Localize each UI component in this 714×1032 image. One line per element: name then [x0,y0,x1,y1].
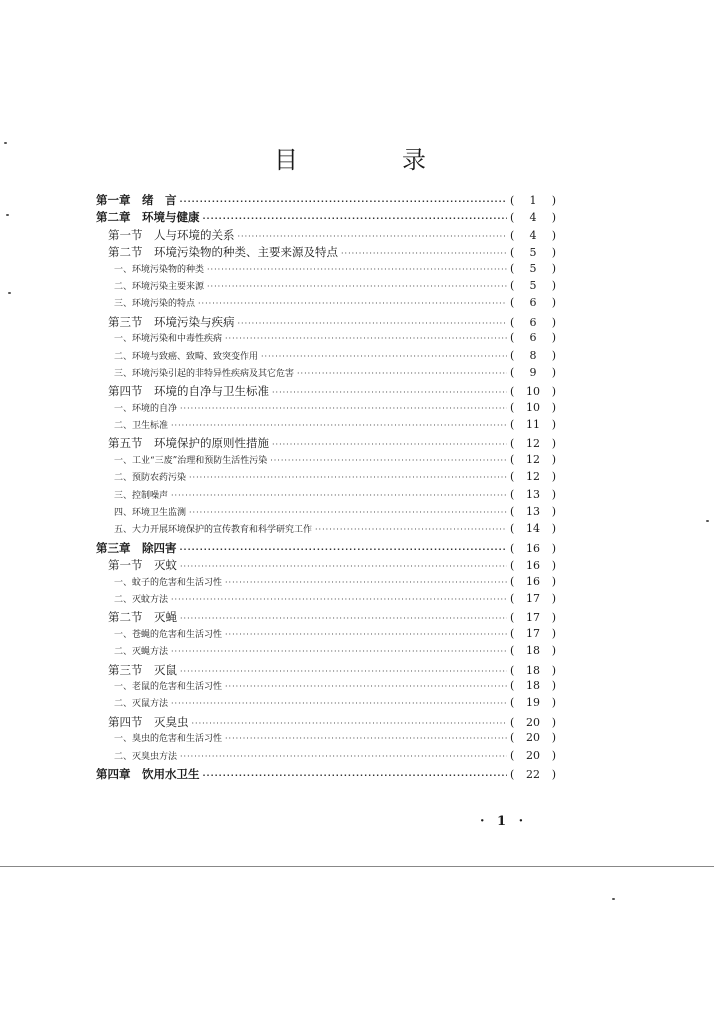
toc-entry-chapter [96,766,556,783]
toc-entry-label: 五、大力开展环境保护的宣传教育和科学研究工作 [114,525,313,536]
toc-page-number: 13 [526,505,540,519]
toc-entry-label: 一、工业“三废”治理和预防生活性污染 [114,455,268,466]
dot-leader [180,752,507,761]
toc-page-number: 14 [526,522,540,536]
right-paren: ) [551,278,556,292]
right-paren: ) [551,400,556,414]
toc-page-number: 4 [529,211,537,225]
left-paren: ( [510,574,515,588]
toc-entry-item [96,575,556,592]
toc-entry-label: 一、蚊子的危害和生活习性 [114,577,223,588]
toc-entry-label: 第一节 人与环境的关系 [108,227,235,242]
right-paren: ) [551,487,556,501]
right-paren: ) [551,385,556,399]
toc-page-number: 12 [526,437,540,451]
toc-entry-section [96,714,556,731]
right-paren: ) [551,731,556,745]
right-paren: ) [551,663,556,677]
dot-leader [180,404,507,413]
dot-leader [203,214,508,223]
right-paren: ) [551,418,556,432]
toc-page-reference [510,664,556,677]
toc-page-reference [510,627,556,640]
toc-page-number: 16 [526,574,540,588]
toc-entry-label: 第三章 除四害 [96,540,177,555]
right-paren: ) [551,522,556,536]
toc-page-number: 18 [526,644,540,658]
left-paren: ( [510,644,515,658]
dot-leader [225,334,507,343]
toc-page-reference [510,575,556,588]
right-paren: ) [551,315,556,329]
scan-edge-line [0,866,714,867]
left-paren: ( [510,452,515,466]
left-paren: ( [510,385,515,399]
toc-page-number: 17 [526,611,540,625]
left-paren: ( [510,522,515,536]
left-paren: ( [510,487,515,501]
toc-entry-label: 一、苍蝇的危害和生活习性 [114,629,223,640]
toc-entry-label: 第二节 灭蝇 [108,610,177,625]
toc-entry-label: 二、环境与致癌、致畸、致突变作用 [114,351,259,362]
scan-speck [612,898,615,900]
left-paren: ( [510,626,515,640]
toc-page-reference [510,716,556,729]
right-paren: ) [551,626,556,640]
toc-entry-item [96,696,556,713]
dot-leader [203,771,508,780]
right-paren: ) [551,261,556,275]
toc-page-number: 10 [526,400,540,414]
toc-entry-label: 二、灭臭虫方法 [114,751,178,762]
toc-entry-item [96,592,556,609]
toc-page-number: 9 [529,365,537,379]
left-paren: ( [510,211,515,225]
toc-page-number: 16 [526,559,540,573]
toc-page-reference [510,731,556,744]
toc-page-reference [510,229,556,242]
dot-leader [171,595,507,604]
dot-leader [272,440,507,449]
left-paren: ( [510,418,515,432]
toc-entry-label: 一、臭虫的危害和生活习性 [114,734,223,745]
toc-entry-label: 一、环境的自净 [114,403,178,414]
toc-entry-item [96,296,556,313]
right-paren: ) [551,678,556,692]
toc-entry-item [96,627,556,644]
toc-entry-section [96,314,556,331]
right-paren: ) [551,452,556,466]
dot-leader [171,647,507,656]
toc-entry-item [96,488,556,505]
dot-leader [198,299,507,308]
dot-leader [171,421,507,430]
toc-entry-label: 第三节 灭鼠 [108,662,177,677]
dot-leader [225,734,507,743]
right-paren: ) [551,194,556,207]
toc-page-reference [510,437,556,450]
toc-page-reference [510,611,556,624]
left-paren: ( [510,365,515,379]
toc-entry-label: 第二节 环境污染物的种类、主要来源及特点 [108,245,338,260]
right-paren: ) [551,541,556,555]
toc-page-reference [510,279,556,292]
toc-entry-section [96,244,556,261]
right-paren: ) [551,574,556,588]
left-paren: ( [510,663,515,677]
toc-page-reference [510,505,556,518]
toc-entry-item [96,418,556,435]
toc-entry-chapter [96,209,556,226]
dot-leader [171,491,507,500]
left-paren: ( [510,470,515,484]
toc-entry-section [96,227,556,244]
toc-entry-label: 第四章 饮用水卫生 [96,766,200,781]
left-paren: ( [510,278,515,292]
scan-speck [706,520,709,522]
right-paren: ) [551,331,556,345]
toc-entry-item [96,349,556,366]
toc-page-number: 4 [529,228,537,242]
dot-leader [297,369,507,378]
toc-entry-item [96,749,556,766]
left-paren: ( [510,315,515,329]
right-paren: ) [551,437,556,451]
toc-page-number: 20 [526,715,540,729]
toc-page-number: 6 [529,331,537,345]
right-paren: ) [551,505,556,519]
left-paren: ( [510,731,515,745]
right-paren: ) [551,296,556,310]
toc-page-reference [510,262,556,275]
toc-entry-label: 二、环境污染主要来源 [114,281,205,292]
toc-entry-label: 二、灭蚊方法 [114,594,169,605]
toc-entry-item [96,331,556,348]
toc-page-number: 17 [526,591,540,605]
right-paren: ) [551,696,556,710]
dot-leader [171,699,507,708]
toc-page-reference [510,296,556,309]
dot-leader [225,578,507,587]
toc-entry-section [96,609,556,626]
toc-entry-item [96,522,556,539]
toc-entry-section [96,383,556,400]
dot-leader [341,249,507,258]
dot-leader [180,562,507,571]
toc-entry-label: 二、预防农药污染 [114,473,187,484]
toc-page-reference [510,768,556,781]
toc-entry-label: 三、控制噪声 [114,490,169,501]
toc-page-reference [510,194,556,207]
dot-leader [192,719,508,728]
toc-entry-chapter [96,192,556,209]
right-paren: ) [551,591,556,605]
scan-speck [6,214,9,216]
toc-page-number: 19 [526,696,540,710]
dot-leader [272,388,507,397]
toc-entry-label: 三、环境污染引起的非特异性疾病及其它危害 [114,368,295,379]
left-paren: ( [510,767,515,781]
toc-page-reference [510,488,556,501]
toc-entry-label: 四、环境卫生监测 [114,508,187,519]
left-paren: ( [510,228,515,242]
toc-entry-label: 第四节 环境的自净与卫生标准 [108,384,269,399]
toc-entry-item [96,505,556,522]
left-paren: ( [510,296,515,310]
toc-entry-item [96,470,556,487]
dot-leader [238,319,508,328]
left-paren: ( [510,591,515,605]
toc-entry-label: 第五节 环境保护的原则性措施 [108,436,269,451]
toc-page-reference [510,696,556,709]
right-paren: ) [551,246,556,260]
toc-entry-label: 二、灭蝇方法 [114,647,169,658]
dot-leader [261,352,507,361]
toc-page-reference [510,349,556,362]
toc-page-reference [510,679,556,692]
right-paren: ) [551,559,556,573]
toc-page-number: 13 [526,487,540,501]
toc-page-reference [510,246,556,259]
toc-entry-section [96,662,556,679]
toc-entry-label: 第四节 灭臭虫 [108,714,189,729]
toc-page-number: 1 [529,194,537,207]
toc-entry-label: 三、环境污染的特点 [114,299,196,310]
toc-page-reference [510,211,556,224]
left-paren: ( [510,261,515,275]
toc-page-number: 5 [529,261,537,275]
right-paren: ) [551,365,556,379]
left-paren: ( [510,400,515,414]
toc-page-reference [510,385,556,398]
dot-leader [207,265,507,274]
toc-entry-item [96,262,556,279]
toc-page-number: 18 [526,663,540,677]
right-paren: ) [551,715,556,729]
toc-page-reference [510,366,556,379]
toc-page-number: 12 [526,452,540,466]
table-of-contents [96,192,556,783]
toc-entry-label: 二、灭鼠方法 [114,699,169,710]
toc-page-number: 5 [529,246,537,260]
dot-leader [270,456,507,465]
toc-page-number: 8 [529,348,537,362]
toc-page-reference [510,418,556,431]
toc-entry-label: 第三节 环境污染与疾病 [108,314,235,329]
toc-entry-section [96,557,556,574]
toc-page-number: 12 [526,470,540,484]
toc-page-number: 22 [526,767,540,781]
toc-entry-label: 第一节 灭蚊 [108,558,177,573]
left-paren: ( [510,505,515,519]
toc-entry-chapter [96,540,556,557]
toc-page-number: 6 [529,296,537,310]
left-paren: ( [510,331,515,345]
page-number: · 1 · [480,814,528,829]
left-paren: ( [510,437,515,451]
right-paren: ) [551,228,556,242]
toc-entry-label: 第一章 绪 言 [96,193,177,207]
toc-page-reference [510,749,556,762]
page-title: 目 录 [274,146,466,174]
toc-entry-item [96,366,556,383]
dot-leader [180,545,508,554]
left-paren: ( [510,348,515,362]
toc-entry-item [96,731,556,748]
dot-leader [238,232,508,241]
left-paren: ( [510,678,515,692]
left-paren: ( [510,541,515,555]
toc-page-reference [510,453,556,466]
left-paren: ( [510,559,515,573]
dot-leader [189,508,507,517]
toc-page-reference [510,470,556,483]
toc-page-number: 20 [526,731,540,745]
toc-page-number: 5 [529,278,537,292]
right-paren: ) [551,748,556,762]
toc-page-reference [510,522,556,535]
toc-entry-label: 一、环境污染物的种类 [114,264,205,275]
toc-entry-label: 二、卫生标准 [114,421,169,432]
right-paren: ) [551,644,556,658]
toc-entry-section [96,435,556,452]
dot-leader [225,682,507,691]
dot-leader [225,630,507,639]
toc-entry-label: 一、老鼠的危害和生活习性 [114,681,223,692]
toc-page-number: 6 [529,315,537,329]
toc-page-reference [510,331,556,344]
toc-page-reference [510,592,556,605]
left-paren: ( [510,748,515,762]
scan-speck [4,142,7,144]
toc-page-number: 10 [526,385,540,399]
toc-page-reference [510,644,556,657]
left-paren: ( [510,696,515,710]
toc-entry-item [96,453,556,470]
toc-page-number: 20 [526,748,540,762]
toc-page-reference [510,559,556,572]
toc-entry-item [96,644,556,661]
toc-page-number: 11 [526,418,540,432]
toc-page-number: 17 [526,626,540,640]
toc-page-reference [510,316,556,329]
toc-page-reference [510,401,556,414]
left-paren: ( [510,246,515,260]
toc-page-number: 16 [526,541,540,555]
right-paren: ) [551,611,556,625]
scan-speck [8,292,11,294]
toc-entry-item [96,401,556,418]
right-paren: ) [551,348,556,362]
dot-leader [207,282,507,291]
left-paren: ( [510,611,515,625]
left-paren: ( [510,194,515,207]
dot-leader [180,614,507,623]
toc-page-number: 18 [526,678,540,692]
right-paren: ) [551,767,556,781]
dot-leader [180,667,507,676]
toc-page-reference [510,542,556,555]
dot-leader [189,473,507,482]
dot-leader [315,525,507,534]
dot-leader [180,197,508,206]
toc-entry-label: 一、环境污染和中毒性疾病 [114,334,223,345]
toc-entry-item [96,279,556,296]
right-paren: ) [551,211,556,225]
toc-entry-label: 第二章 环境与健康 [96,210,200,225]
left-paren: ( [510,715,515,729]
right-paren: ) [551,470,556,484]
toc-entry-item [96,679,556,696]
